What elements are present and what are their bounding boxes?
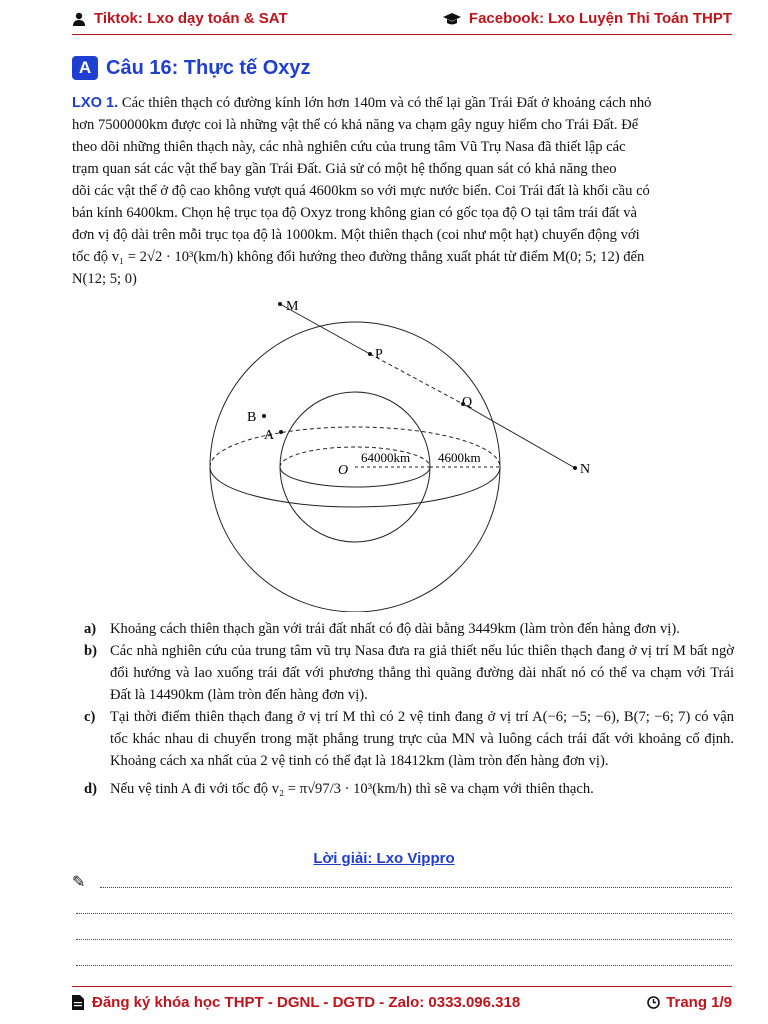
option-a[interactable] [84, 618, 734, 640]
problem-line: tốc độ v₁ = 2√2 · 10³(km/h) không đổi hướng theo đường thẳng xuất phát từ điểm M(0; 5; 12) đến [72, 249, 645, 265]
option-text: Các nhà nghiên cứu của trung tâm vũ trụ Nasa đưa ra giả thiết nếu lúc thiên thạch đang ở vị trí M bất ngờ đổi hướng và lao xuống trái đất với phương thẳng thì quãng đường dài nhất nó có thể va chạm với Trái Đất là 14490km (làm tròn đến hàng đơn vị). [110, 643, 734, 703]
problem-line: bán kính 6400km. Chọn hệ trục tọa độ Oxyz trong không gian có gốc tọa độ O tại tâm trái đất và [72, 205, 637, 221]
page-number: Trang 1/9 [666, 994, 732, 1011]
section-heading [72, 56, 311, 80]
problem-line: LXO 1. Các thiên thạch có đường kính lớn hơn 140m và có thể lại gần Trái Đất ở khoảng cách nhỏ [72, 95, 652, 111]
point-a [279, 430, 283, 434]
label-n: N [580, 462, 591, 477]
label-a: A [264, 428, 275, 443]
option-b[interactable] [84, 640, 734, 706]
section-badge: A [72, 56, 98, 80]
answer-line[interactable] [76, 964, 732, 966]
point-b [262, 414, 266, 418]
inner-equator-front [280, 467, 430, 487]
label-p: P [375, 347, 383, 362]
problem-line: hơn 7500000km được coi là những vật thể có khả năng va chạm gây nguy hiểm cho Trái Đất. Để [72, 117, 639, 133]
answer-line[interactable] [76, 912, 732, 914]
option-text: Tại thời điểm thiên thạch đang ở vị trí M thì có 2 vệ tinh đang ở vị trí A(−6; −5; −6), B(7; −6; 7) có vận tốc khác nhau di chuyển trong mặt phẳng trung trực của MN và luông cách trái đất với khoảng cố định. Khoảng cách xa nhất của 2 vệ tinh có thể đạt là 18412km (làm tròn đến hàng đơn vị). [110, 709, 734, 769]
label-o: O [338, 463, 349, 478]
document-icon [72, 995, 84, 1010]
problem-line: đơn vị độ dài trên mỗi trục tọa độ là 1000km. Một thiên thạch (coi như một hạt) chuyển động với [72, 227, 640, 243]
option-c[interactable] [84, 706, 734, 772]
option-key: c) [84, 709, 96, 725]
label-b: B [247, 410, 257, 425]
tiktok-header[interactable] [72, 10, 288, 27]
footer-rule [72, 986, 732, 987]
problem-line: dõi các vật thể ở độ cao không vượt quá 4600km so với mực nước biển. Coi Trái đất là khối cầu có [72, 183, 650, 199]
point-m [278, 302, 282, 306]
problem-line: theo dõi những thiên thạch này, các nhà nghiên cứu của trung tâm Vũ Trụ Nasa đã thiết lập các [72, 139, 626, 155]
graduation-cap-icon [443, 12, 461, 26]
label-q: Q [462, 395, 473, 410]
answer-options [84, 618, 734, 800]
line-pq [370, 354, 463, 404]
page-header [72, 10, 732, 32]
option-text: Nếu vệ tinh A đi với tốc độ v₂ = π√97/3 · 10³(km/h) thì sẽ va chạm với thiên thạch. [110, 781, 594, 797]
pencil-icon: ✎ [72, 874, 86, 891]
option-key: b) [84, 643, 97, 659]
clock-icon [647, 996, 660, 1009]
answer-line[interactable] [76, 938, 732, 940]
earth-figure [180, 292, 620, 612]
option-text: Khoảng cách thiên thạch gần với trái đất nhất có độ dài bằng 3449km (làm tròn đến hàng đơn vị). [110, 621, 680, 637]
problem-line: N(12; 5; 0) [72, 271, 137, 287]
facebook-label: Facebook: Lxo Luyện Thi Toán THPT [468, 10, 732, 27]
label-outer-radius: 4600km [438, 450, 481, 465]
header-rule [72, 34, 732, 35]
facebook-header[interactable] [443, 10, 732, 27]
option-key: d) [84, 781, 97, 797]
label-m: M [286, 299, 299, 314]
footer-page [647, 994, 732, 1011]
answer-line[interactable] [100, 886, 732, 888]
label-inner-radius: 64000km [361, 450, 411, 465]
footer-left-text: Đăng ký khóa học THPT - DGNL - DGTD - Zalo: 0333.096.318 [92, 994, 521, 1011]
point-p [368, 352, 372, 356]
tiktok-label: Tiktok: Lxo dạy toán & SAT [94, 10, 288, 27]
footer-registration[interactable] [72, 994, 520, 1011]
section-title: Câu 16: Thực tế Oxyz [106, 56, 311, 79]
problem-text [72, 92, 732, 290]
option-d[interactable] [84, 778, 734, 800]
page-footer [72, 994, 732, 1014]
point-n [573, 466, 577, 470]
problem-line: trạm quan sát các vật thể bay gần Trái Đất. Giả sử có một hệ thống quan sát có khả năng theo [72, 161, 617, 177]
solution-title: Lời giải: Lxo Vippro [313, 850, 455, 867]
option-key: a) [84, 621, 97, 637]
problem-tag: LXO 1. [72, 95, 119, 111]
user-icon [72, 12, 86, 26]
